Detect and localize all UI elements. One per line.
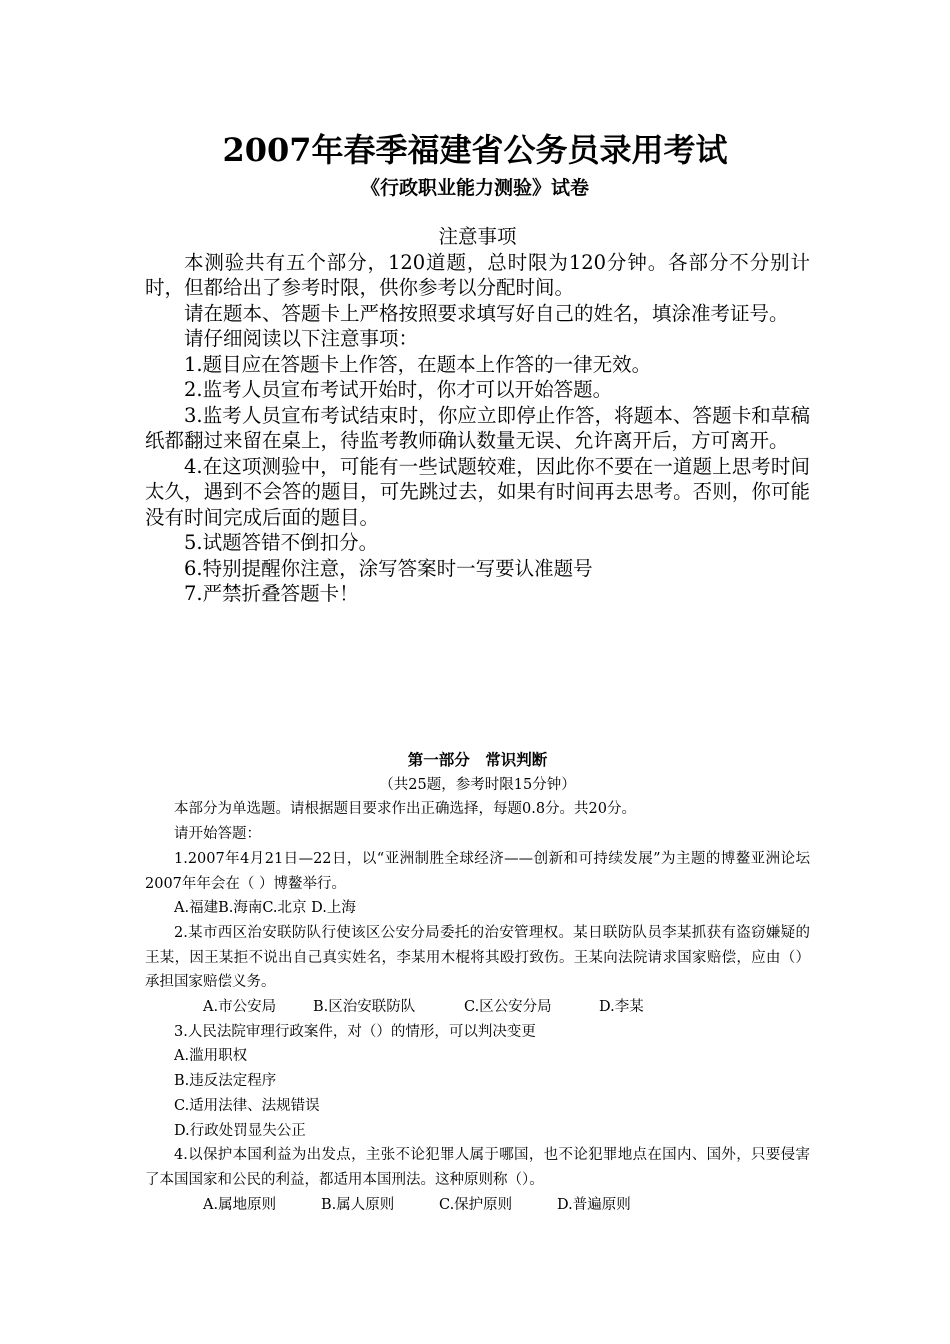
- option: A.滥用职权: [174, 1048, 248, 1065]
- question-4-options: [145, 1193, 810, 1218]
- question-2-options: [145, 995, 810, 1020]
- notice-item: 5.试题答错不倒扣分。: [184, 531, 379, 554]
- exam-subtitle: 《行政职业能力测验》试卷: [360, 177, 589, 199]
- exam-title: 2007年春季福建省公务员录用考试: [222, 131, 728, 169]
- notice-paragraph: 本测验共有五个部分，120道题，总时限为120分钟。各部分不分别计时，但都给出了参考时限，供你参考以分配时间。: [145, 250, 810, 299]
- option: D.普遍原则: [557, 1196, 631, 1213]
- notice-item: 4.在这项测验中，可能有一些试题较难，因此你不要在一道题上思考时间太久，遇到不会答的题目，可先跳过去，如果有时间再去思考。否则，你可能没有时间完成后面的题目。: [145, 454, 810, 529]
- option: B.区治安联防队: [313, 999, 416, 1016]
- option: C.保护原则: [439, 1196, 513, 1213]
- notice-paragraph: 请在题本、答题卡上严格按照要求填写好自己的姓名，填涂准考证号。: [184, 301, 789, 325]
- part1-intro: 本部分为单选题。请根据题目要求作出正确选择，每题0.8分。共20分。: [174, 801, 637, 818]
- option: C.适用法律、法规错误: [174, 1097, 320, 1114]
- question-1-options: A.福建B.海南C.北京 D.上海: [174, 900, 356, 917]
- notice-paragraph: 请仔细阅读以下注意事项：: [184, 327, 419, 350]
- notice-item: 2.监考人员宣布考试开始时，你才可以开始答题。: [184, 378, 613, 401]
- notice-item: 3.监考人员宣布考试结束时，你应立即停止作答，将题本、答题卡和草稿纸都翻过来留在桌上，待监考教师确认数量无误、允许离开后，方可离开。: [145, 403, 810, 452]
- part1-start: 请开始答题：: [174, 826, 261, 843]
- notice-item: 7.严禁折叠答题卡！: [184, 582, 359, 605]
- option: A.属地原则: [203, 1196, 277, 1213]
- notice-section: [145, 224, 810, 607]
- option: D.李某: [599, 999, 644, 1016]
- option: C.区公安分局: [464, 999, 552, 1016]
- notice-item: 6.特别提醒你注意，涂写答案时一写要认准题号: [184, 556, 593, 580]
- part1-heading: 第一部分 常识判断: [407, 750, 548, 769]
- notice-heading: 注意事项: [438, 225, 517, 248]
- question-3-stem: 3.人民法院审理行政案件，对（）的情形，可以判决变更: [174, 1023, 536, 1040]
- part1-subheading: （共25题，参考时限15分钟）: [379, 776, 576, 793]
- option: D.行政处罚显失公正: [174, 1122, 306, 1139]
- notice-item: 1.题目应在答题卡上作答，在题本上作答的一律无效。: [184, 352, 652, 376]
- question-2-stem: 2.某市西区治安联防队行使该区公安分局委托的治安管理权。某日联防队员李某抓获有盗窃嫌疑的王某，因王某拒不说出自己真实姓名，李某用木棍将其殴打致伤。王某向法院请求国家赔偿，应由（）承担国家赔偿义务。: [145, 924, 810, 991]
- question-4-stem: 4.以保护本国利益为出发点，主张不论犯罪人属于哪国，也不论犯罪地点在国内、国外，只要侵害了本国国家和公民的利益，都适用本国刑法。这种原则称（）。: [145, 1147, 810, 1188]
- option: B.属人原则: [321, 1196, 395, 1213]
- part1-section: [145, 748, 810, 1217]
- option: A.市公安局: [203, 999, 277, 1016]
- question-1-stem: 1.2007年4月21日—22日，以“亚洲制胜全球经济——创新和可持续发展”为主题的博鳌亚洲论坛2007年年会在（ ）博鳌举行。: [145, 850, 810, 892]
- option: B.违反法定程序: [174, 1073, 277, 1090]
